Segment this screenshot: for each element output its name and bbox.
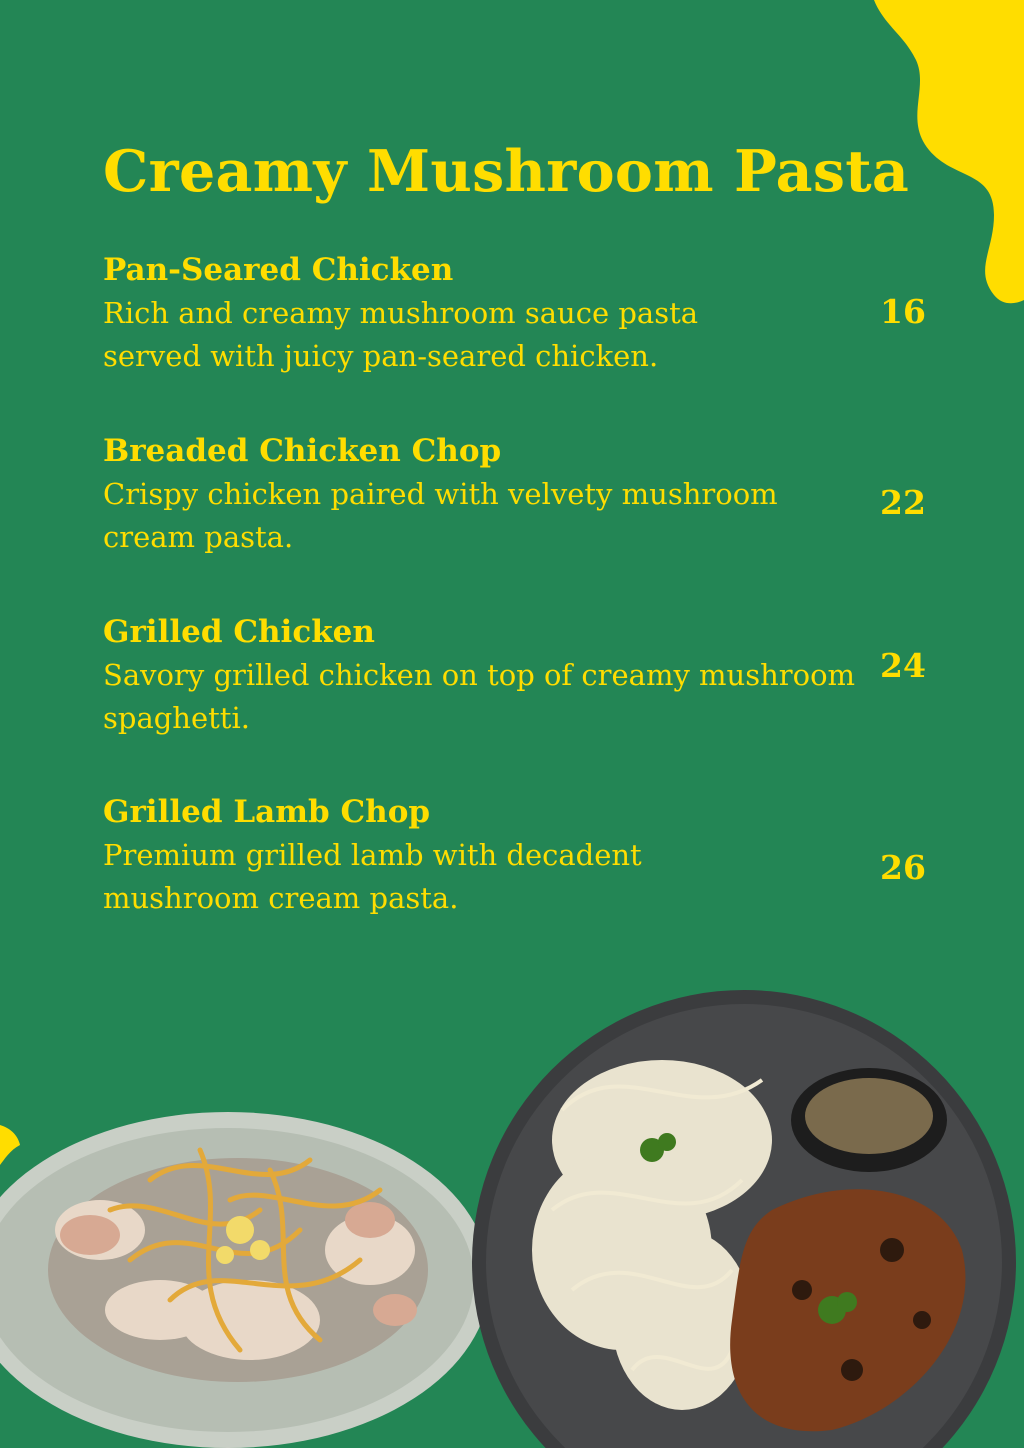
menu-item-description: Crispy chicken paired with velvety mushroom cream pasta. [103, 477, 778, 554]
menu-item-name: Pan-Seared Chicken [103, 252, 454, 288]
menu-item [103, 792, 863, 920]
menu-item [103, 431, 863, 559]
menu-item [103, 250, 863, 378]
menu-title: Creamy Mushroom Pasta [103, 138, 910, 205]
menu-item-price: 16 [880, 292, 926, 331]
menu-item-price: 24 [880, 646, 926, 685]
menu-item-description: Rich and creamy mushroom sauce pasta served with juicy pan-seared chicken. [103, 296, 699, 373]
menu-item [103, 612, 863, 740]
pasta-bowl-photo [0, 1060, 500, 1448]
menu-item-description: Savory grilled chicken on top of creamy mushroom spaghetti. [103, 658, 856, 735]
menu-item-price: 22 [880, 483, 926, 522]
menu-item-name: Grilled Chicken [103, 614, 375, 650]
chicken-pasta-plate-photo [472, 990, 1024, 1448]
menu-item-name: Breaded Chicken Chop [103, 433, 502, 469]
menu-item-description: Premium grilled lamb with decadent mushroom cream pasta. [103, 838, 642, 915]
menu-item-name: Grilled Lamb Chop [103, 794, 431, 830]
menu-item-price: 26 [880, 848, 926, 887]
